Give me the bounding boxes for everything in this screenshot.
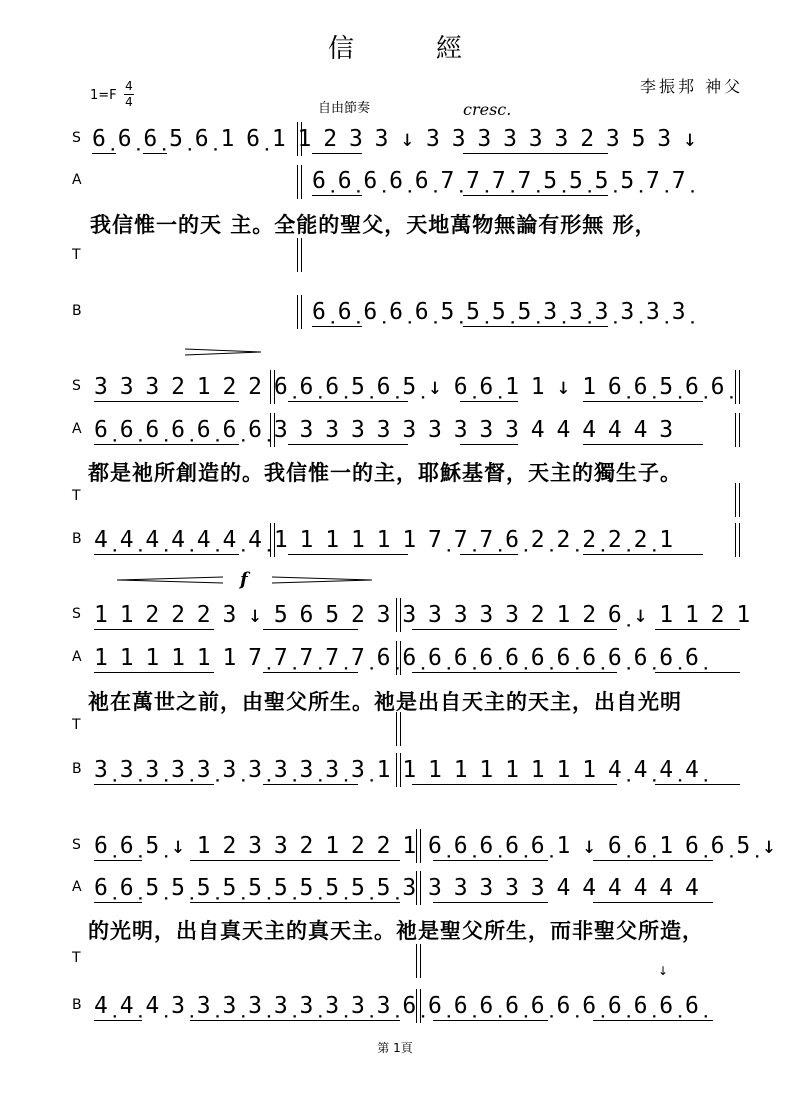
hairpin-crescendo — [115, 574, 225, 586]
barline — [396, 712, 401, 746]
time-signature — [124, 80, 134, 109]
voice-label-alto: A — [72, 649, 82, 665]
page-number: 第 1頁 — [377, 1041, 413, 1055]
voice-label-tenor: T — [72, 950, 81, 966]
voice-label-soprano: S — [72, 130, 81, 146]
page-title: 信 經 — [327, 34, 490, 64]
breath-mark: ↓ — [658, 964, 669, 978]
barline — [735, 483, 740, 517]
barline — [297, 295, 302, 329]
barline — [297, 122, 302, 156]
voice-label-bass: B — [72, 997, 82, 1013]
barline — [416, 989, 421, 1023]
voice-label-bass: B — [72, 303, 82, 319]
hairpin-decrescendo — [185, 346, 265, 358]
barline — [396, 641, 401, 675]
alto-line: 1 1 1 1 1 1 7̣ 7̣ 7̣ 7̣ 7̣ 6̣ 6̣ 6̣ 6̣ 6̣ 6̣ 6̣ 6̣ 6̣ 6̣ 6̣ 6̣ 6̣ — [94, 645, 698, 671]
voice-label-bass: B — [72, 531, 82, 547]
lyrics-line: 祂在萬世之前，由聖父所生。祂是出自天主的天主，出自光明 — [88, 690, 682, 714]
cresc-marking: cresc. — [463, 100, 512, 119]
barline — [735, 523, 740, 557]
barline — [297, 165, 302, 199]
soprano-line: 3 3 3 2 1 2 2 6̣ 6̣ 6̣ 5̣ 6̣ 5̣ ↓ 6̣ 6̣ 1 1 ↓ 1 6̣ 6̣ 5̣ 6̣ 6̣ — [94, 374, 724, 400]
barline — [270, 413, 275, 447]
voice-label-soprano: S — [72, 606, 81, 622]
soprano-line: 1 1 2 2 2 3 ↓ 5 6 5 2 3 3 3 3 3 3 2 1 2 6̣ ↓ 1 1 2 1 — [94, 602, 750, 628]
voice-label-tenor: T — [72, 717, 81, 733]
voice-label-alto: A — [72, 879, 82, 895]
barline — [396, 598, 401, 632]
bass-line: 6̣ 6̣ 6̣ 6̣ 6̣ 5̣ 5̣ 5̣ 5̣ 3̣ 3̣ 3̣ 3̣ 3̣ 3̣ — [312, 299, 685, 325]
voice-label-alto: A — [72, 421, 82, 437]
lyrics-line: 都是祂所創造的。我信惟一的主，耶穌基督，天主的獨生子。 — [88, 461, 682, 485]
alto-line: 6̣ 6̣ 6̣ 6̣ 6̣ 6̣ 6̣ 3 3 3 3 3 3 3 3 3 3 4 4 4 4 4 3 — [94, 417, 673, 443]
barline — [297, 238, 302, 272]
alto-line: 6̣ 6̣ 5̣ 5̣ 5̣ 5̣ 5̣ 5̣ 5̣ 5̣ 5̣ 5̣ 3 3 3 3 3 3 4 4 4 4 4 4 — [94, 875, 698, 901]
composer: 李振邦 神父 — [640, 77, 744, 96]
bass-line: 3̣ 3̣ 3̣ 3̣ 3̣ 3̣ 3̣ 3̣ 3̣ 3̣ 3̣ 1 1 1 1 1 1 1 1 1 4̣ 4̣ 4̣ 4̣ — [94, 757, 698, 783]
soprano-line: 6̣ 6̣ 5̣ ↓ 1 2 3 3 2 1 2 2 1 6̣ 6̣ 6̣ 6̣ 6̣ 1 ↓ 6̣ 6̣ 1 6̣ 6̣ 5̣ ↓ — [94, 833, 775, 859]
lyrics-line: 的光明，出自真天主的真天主。祂是聖父所生，而非聖父所造， — [88, 919, 704, 943]
time-signature-numerator: 4 — [125, 79, 133, 93]
barline — [416, 829, 421, 863]
voice-label-soprano: S — [72, 378, 81, 394]
alto-line: 6̣ 6̣ 6̣ 6̣ 6̣ 7̣ 7̣ 7̣ 7̣ 5̣ 5̣ 5̣ 5̣ 7̣ 7̣ — [312, 168, 685, 194]
voice-label-tenor: T — [72, 488, 81, 504]
lyrics-line: 我信惟一的天 主。全能的聖父，天地萬物無論有形無 形， — [90, 213, 657, 237]
voice-label-bass: B — [72, 761, 82, 777]
bass-line: 4̣ 4̣ 4̣ 4̣ 4̣ 4̣ 4̣ 1 1 1 1 1 1 7̣ 7̣ 7̣ 6̣ 2̣ 2̣ 2̣ 2̣ 2̣ 1 — [94, 527, 673, 553]
barline — [396, 753, 401, 787]
key-signature: 1=F — [90, 88, 117, 103]
barline — [270, 523, 275, 557]
tempo-marking: 自由節奏 — [318, 101, 371, 116]
soprano-line: 6̣ 6̣ 6̣ 5̣ 6̣ 1 6̣ 1 1 2 3 3 ↓ 3 3 3 3 3 3 2 3 5 3 ↓ — [92, 126, 696, 152]
bass-line: 4̣ 4̣ 4̣ 3̣ 3̣ 3̣ 3̣ 3̣ 3̣ 3̣ 3̣ 3̣ 6̣ 6̣ 6̣ 6̣ 6̣ 6̣ 6̣ 6̣ 6̣ 6̣ 6̣ 6̣ — [94, 993, 698, 1019]
barline — [416, 944, 421, 978]
voice-label-alto: A — [72, 172, 82, 188]
hairpin-decrescendo — [270, 574, 375, 586]
barline — [270, 370, 275, 404]
time-signature-denominator: 4 — [125, 95, 133, 109]
voice-label-soprano: S — [72, 837, 81, 853]
forte-marking: f — [240, 569, 248, 590]
voice-label-tenor: T — [72, 247, 81, 263]
barline — [735, 413, 740, 447]
barline — [416, 871, 421, 905]
barline — [735, 370, 740, 404]
